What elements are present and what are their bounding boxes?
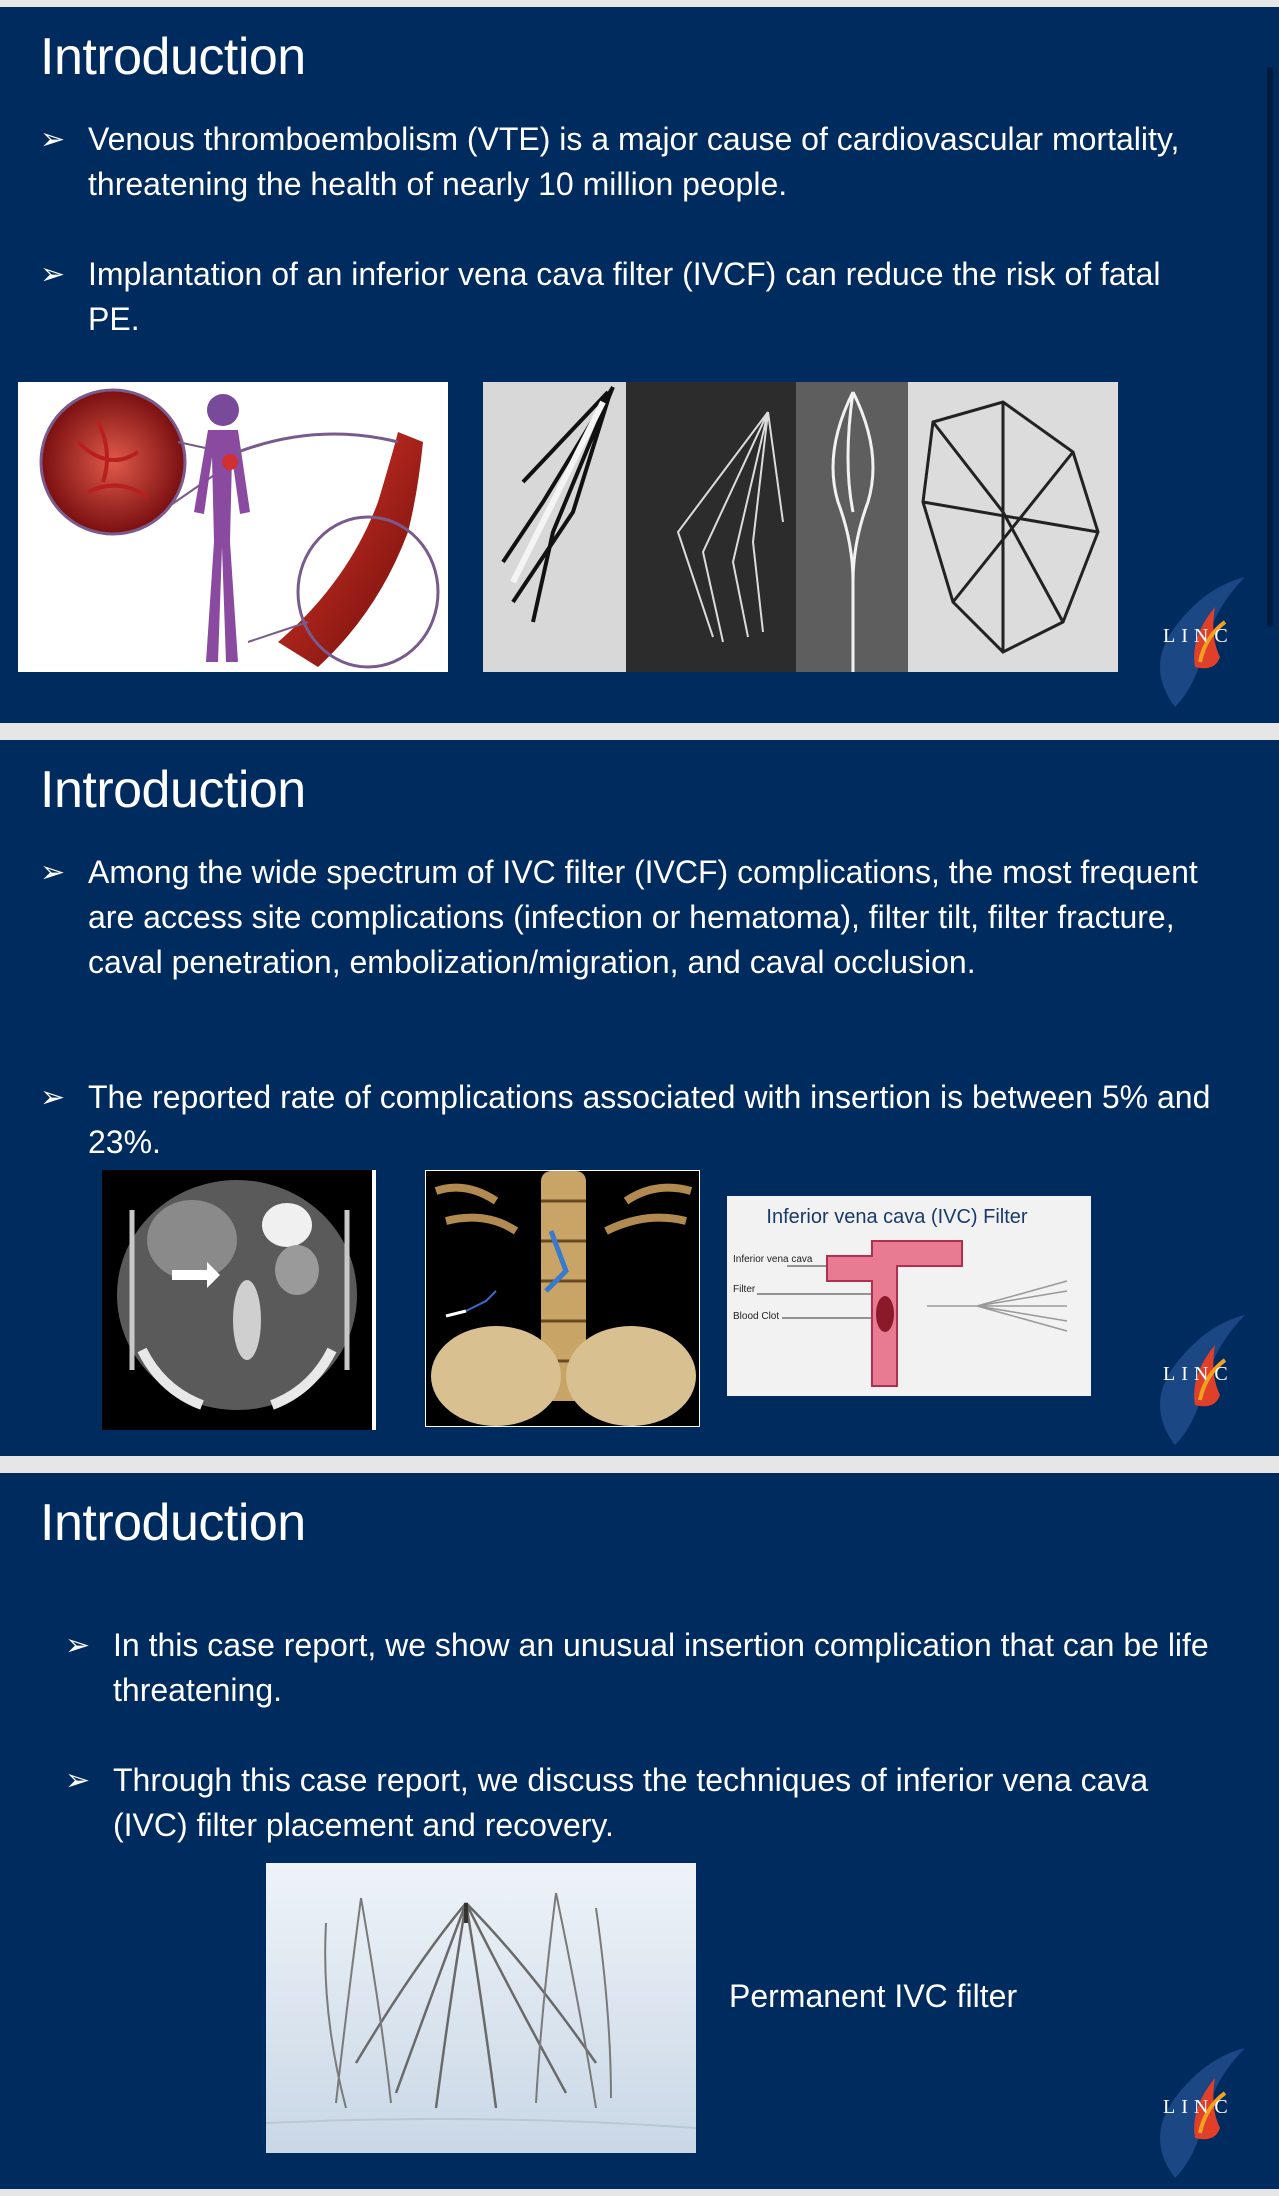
bullet-arrow-icon: ➢ (65, 1629, 91, 1662)
linc-logo (1135, 567, 1255, 717)
bullet-arrow-icon: ➢ (40, 123, 66, 156)
bullet-item (65, 1758, 1215, 1848)
linc-logo-text: LINC (1163, 625, 1234, 647)
ct-scan-image (102, 1170, 376, 1430)
3d-spine-image (425, 1170, 700, 1427)
diagram-label-ivc: Inferior vena cava (733, 1254, 813, 1265)
slide-2 (0, 740, 1279, 1456)
permanent-filter-photo (266, 1863, 696, 2153)
bullet-item (40, 252, 1200, 342)
bullet-text: The reported rate of complications associated with insertion is between 5% and 23%. (88, 1079, 1211, 1160)
bullet-item (65, 1623, 1215, 1713)
slide-3 (0, 1473, 1279, 2189)
linc-logo-text: LINC (1163, 1363, 1234, 1385)
bullet-text: Among the wide spectrum of IVC filter (IVCF) complications, the most frequent are access site complications (infection or hematoma), filter tilt, filter fracture, caval penetration, embolization/migration, and caval occlusion. (88, 854, 1198, 980)
bullet-text: Through this case report, we discuss the techniques of inferior vena cava (IVC) filter placement and recovery. (113, 1762, 1149, 1843)
linc-logo (1135, 2038, 1255, 2188)
bullet-arrow-icon: ➢ (40, 856, 66, 889)
slide-title: Introduction (40, 761, 306, 819)
bullet-text: Implantation of an inferior vena cava filter (IVCF) can reduce the risk of fatal PE. (88, 256, 1161, 337)
filter-photos (483, 382, 1118, 672)
diagram-title: Inferior vena cava (IVC) Filter (766, 1206, 1028, 1228)
bullet-item (40, 117, 1200, 207)
bullet-text: Venous thromboembolism (VTE) is a major cause of cardiovascular mortality, threatening the health of nearly 10 million people. (88, 121, 1180, 202)
filter-caption: Permanent IVC filter (729, 1978, 1018, 2014)
bullet-arrow-icon: ➢ (40, 258, 66, 291)
slide-1 (0, 7, 1279, 723)
ivc-filter-diagram (727, 1196, 1091, 1396)
vte-illustration (18, 382, 448, 672)
slide-title: Introduction (40, 1494, 306, 1552)
diagram-label-clot: Blood Clot (733, 1311, 780, 1322)
slide-title: Introduction (40, 28, 306, 86)
linc-logo-text: LINC (1163, 2096, 1234, 2118)
bullet-arrow-icon: ➢ (40, 1081, 66, 1114)
diagram-label-filter: Filter (733, 1284, 756, 1295)
bullet-item (40, 850, 1240, 985)
scrollbar[interactable] (1267, 67, 1273, 627)
linc-logo (1135, 1305, 1255, 1455)
bullet-item (40, 1075, 1240, 1165)
bullet-arrow-icon: ➢ (65, 1764, 91, 1797)
bullet-text: In this case report, we show an unusual insertion complication that can be life threatening. (113, 1627, 1209, 1708)
